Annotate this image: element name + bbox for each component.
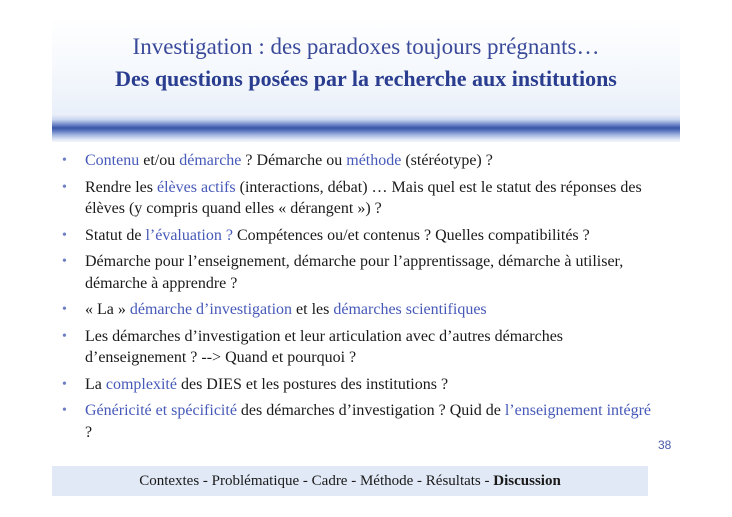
highlighted-term: élèves actifs xyxy=(156,178,236,196)
bullet-icon: • xyxy=(62,376,67,392)
bullet-text: Rendre les xyxy=(85,178,157,196)
highlighted-term: démarche xyxy=(179,152,242,169)
highlighted-term: démarche d’investigation xyxy=(129,301,293,318)
bullet-icon: • xyxy=(62,153,67,168)
bullet-list xyxy=(60,150,660,443)
bullet-text: « La » xyxy=(85,301,130,318)
bullet-list-container xyxy=(60,150,660,448)
highlighted-term: méthode xyxy=(346,152,402,169)
list-item xyxy=(60,177,660,220)
bullet-text: (stéréotype) ? xyxy=(401,152,493,169)
bullet-text: des DIES et les postures des institutions ? xyxy=(176,375,449,393)
list-item xyxy=(60,326,660,369)
slide-title: Investigation : des paradoxes toujours prégnants… xyxy=(132,34,600,59)
bullet-icon: • xyxy=(62,227,67,243)
slide xyxy=(52,18,680,496)
highlighted-term: Contenu xyxy=(85,152,140,169)
footer-navigation xyxy=(52,466,648,496)
bullet-text: ? xyxy=(85,423,93,441)
page-number: 38 xyxy=(658,438,672,452)
bullet-text: La xyxy=(85,375,106,393)
highlighted-term: l’enseignement intégré xyxy=(504,402,652,419)
list-item xyxy=(60,251,660,294)
bullet-text: Compétences ou/et contenus ? Quelles compatibilités ? xyxy=(232,226,590,244)
highlighted-term: l’évaluation ? xyxy=(145,226,233,244)
footer-current-section: Discussion xyxy=(493,473,561,489)
bullet-text: (interactions, débat) … Mais quel est le statut des réponses des élèves (y compris quand elles « dérangent ») ? xyxy=(85,178,642,217)
bullet-icon: • xyxy=(62,302,67,317)
bullet-icon: • xyxy=(62,179,67,195)
decorative-band xyxy=(52,114,680,142)
slide-subtitle: Des questions posées par la recherche aux institutions xyxy=(115,66,617,91)
bullet-text: des démarches d’investigation ? Quid de xyxy=(236,402,505,419)
bullet-text: Démarche pour l’enseignement, démarche pour l’apprentissage, démarche à utiliser, démarche à apprendre ? xyxy=(85,253,624,292)
footer-sections: Contextes - Problématique - Cadre - Méthode - Résultats - xyxy=(139,473,494,489)
list-item xyxy=(60,150,660,172)
bullet-icon: • xyxy=(62,328,67,344)
bullet-icon: • xyxy=(62,403,67,418)
highlighted-term: Généricité et spécificité xyxy=(85,402,237,419)
bullet-icon: • xyxy=(62,254,67,269)
highlighted-term: démarches scientifiques xyxy=(333,301,487,318)
list-item xyxy=(60,225,660,247)
list-item xyxy=(60,400,660,443)
bullet-text: ? Démarche ou xyxy=(241,152,347,169)
bullet-text: et les xyxy=(292,301,334,318)
bullet-text: et/ou xyxy=(139,152,180,169)
highlighted-term: complexité xyxy=(105,375,177,393)
bullet-text: Les démarches d’investigation et leur articulation avec d’autres démarches d’enseignement ? --> Quand et pourquoi ? xyxy=(85,327,564,366)
list-item xyxy=(60,299,660,321)
list-item xyxy=(60,374,660,396)
bullet-text: Statut de xyxy=(85,226,146,244)
